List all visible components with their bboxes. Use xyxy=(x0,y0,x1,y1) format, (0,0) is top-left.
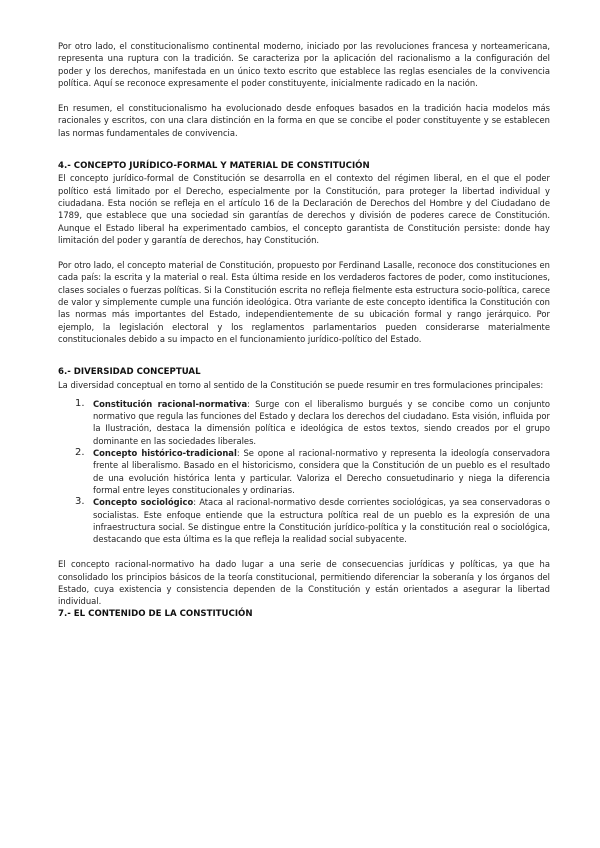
list-item xyxy=(58,496,550,545)
list-number: 3. xyxy=(75,496,85,508)
list-item-text: : Se opone al racional-normativo y representa la ideología conservadora frente al liberalismo. Basado en el historicismo, considera que la Constitución de un pueblo es el resultado de una evolución histórica lenta y particular. Valoriza el Derecho consuetudinario y niega la diferencia formal entre leyes constitucionales y ordinarias. xyxy=(93,448,550,495)
intro-paragraph-2: En resumen, el constitucionalismo ha evolucionado desde enfoques basados en la tradición hacia modelos más racionales y escritos, con una clara distinción en la forma en que se concibe el poder constituyente y se establecen las normas fundamentales de convivencia. xyxy=(58,103,550,138)
section-6-heading: 6.- DIVERSIDAD CONCEPTUAL xyxy=(58,367,201,378)
list-item-term: Constitución racional-normativa xyxy=(93,398,248,409)
list-item xyxy=(58,398,550,447)
list-item-term: Concepto histórico-tradicional xyxy=(93,448,237,459)
list-item-text: : Ataca al racional-normativo desde corrientes sociológicas, ya sea conservadoras o socialistas. Este enfoque entiende que la estructura política real de un pueblo es la expresión de una infraestructura social. Se distingue entre la Constitución jurídico-política y la constitución real o sociológica, destacando que esta última es la que refleja la realidad social subyacente. xyxy=(93,497,551,545)
list-number: 2. xyxy=(75,447,85,459)
section-7-heading: 7.- EL CONTENIDO DE LA CONSTITUCIÓN xyxy=(58,608,253,619)
section-4-paragraph-2: Por otro lado, el concepto material de Constitución, propuesto por Ferdinand Lasalle, reconoce dos constituciones en cada país: la escrita y la material o real. Esta última reside en los verdaderos factores de poder, como instituciones, clases sociales o fuerzas políticas. Si la Constitución escrita no refleja fielmente esta estructura socio-política, carece de valor y simplemente cumple una función ideológica. Otra variante de este concepto identifica la Constitución con las normas más importantes del Estado, independientemente de su ubicación formal y rango jerárquico. Por ejemplo, la legislación electoral y los reglamentos parlamentarios pueden considerarse materialmente constitucionales debido a su impacto en el funcionamiento jurídico-político del Estado. xyxy=(58,260,550,344)
section-4-paragraph-1: El concepto jurídico-formal de Constitución se desarrolla en el contexto del régimen liberal, en el que el poder político está limitado por el Derecho, especialmente por la Constitución, para proteger la libertad individual y ciudadana. Esta noción se refleja en el artículo 16 de la Declaración de Derechos del Hombre y del Ciudadano de 1789, que establece que una sociedad sin garantías de derechos y división de poderes carece de Constitución. Aunque el Estado liberal ha experimentado cambios, el concepto garantista de Constitución persiste: donde hay limitación del poder y garantía de derechos, hay Constitución. xyxy=(58,173,550,245)
section-6-intro: La diversidad conceptual en torno al sentido de la Constitución se puede resumir en tres formulaciones principales: xyxy=(58,379,544,390)
list-item-text: : Surge con el liberalismo burgués y se concibe como un conjunto normativo que regula las funciones del Estado y declara los derechos del ciudadano. Esta visión, influida por la Ilustración, destaca la dimensión política e ideológica de estos textos, siendo creados por el grupo dominante en las sociedades liberales. xyxy=(93,398,550,446)
document-page xyxy=(58,40,550,620)
list-item-term: Concepto sociológico xyxy=(93,497,194,508)
section-4-heading: 4.- CONCEPTO JURÍDICO-FORMAL Y MATERIAL DE CONSTITUCIÓN xyxy=(58,161,370,172)
list-number: 1. xyxy=(75,397,85,409)
intro-paragraph-1: Por otro lado, el constitucionalismo continental moderno, iniciado por las revoluciones francesa y norteamericana, representa una ruptura con la tradición. Se caracteriza por la aplicación del racionalismo a la configuración del poder y los derechos, manifestada en un único texto escrito que establece las reglas esenciales de la convivencia política. Aquí se reconoce expresamente el poder constituyente, inicialmente radicado en la nación. xyxy=(58,41,550,88)
list-item xyxy=(58,447,550,496)
section-6-closing: El concepto racional-normativo ha dado lugar a una serie de consecuencias jurídicas y políticas, ya que ha consolidado los principios básicos de la teoría constitucional, permitiendo diferenciar la soberanía y los órganos del Estado, cuya existencia y consistencia dependen de la Constitución y están orientados a asegurar la libertad individual. xyxy=(58,559,550,607)
formulations-list xyxy=(58,398,550,546)
